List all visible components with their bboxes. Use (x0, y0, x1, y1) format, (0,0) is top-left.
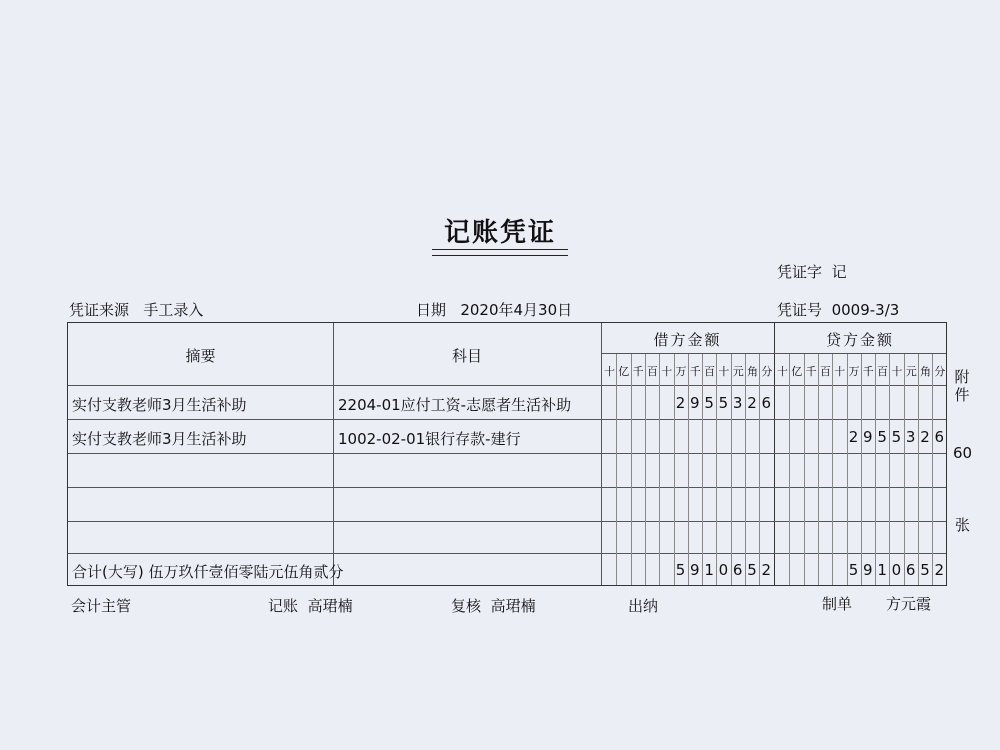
voucher-title: 记账凭证 (443, 218, 556, 248)
voucher-table (67, 322, 947, 586)
credit-digit-column-rule (918, 354, 919, 585)
debit-unit-header: 百 (704, 365, 715, 378)
total-debit-digit: 2 (761, 561, 772, 579)
credit-digit-column-rule (932, 354, 933, 585)
header-debit: 借方金额 (653, 331, 722, 349)
credit-unit-header: 十 (834, 365, 845, 378)
total-debit-digit: 9 (690, 561, 700, 579)
source-label: 凭证来源 (69, 301, 130, 319)
debit-unit-header: 十 (604, 365, 614, 378)
debit-digit-column-rule (731, 354, 732, 585)
debit-unit-header: 角 (747, 365, 757, 378)
total-credit-digit: 1 (877, 561, 887, 579)
total-debit-digit: 5 (747, 561, 757, 579)
attachment-count: 60 (953, 444, 973, 462)
cashier-label: 出纳 (628, 597, 659, 615)
debit-digit-column-rule (645, 354, 646, 585)
row-rule (68, 487, 946, 488)
credit-unit-header: 亿 (791, 365, 802, 378)
col-divider-credit (774, 323, 775, 585)
debit-digit: 5 (704, 394, 714, 412)
total-credit-digit: 5 (848, 561, 859, 579)
credit-digit-column-rule (818, 354, 819, 585)
debit-unit-header: 十 (661, 365, 672, 378)
credit-digit-column-rule (804, 354, 805, 585)
credit-digit: 2 (848, 428, 859, 446)
attachment-unit: 张 (955, 516, 971, 534)
header-summary: 摘要 (185, 347, 216, 365)
row-1-summary: 实付支教老师3月生活补助 (72, 396, 247, 414)
credit-unit-header: 元 (905, 365, 916, 378)
row-rule (68, 521, 946, 522)
credit-unit-header: 万 (848, 365, 859, 378)
debit-digit-column-rule (616, 354, 617, 585)
debit-digit: 5 (718, 394, 729, 412)
debit-digit-column-rule (631, 354, 632, 585)
voucher-no-label: 凭证号 (777, 301, 823, 319)
row-rule (68, 553, 946, 554)
credit-unit-header: 角 (920, 365, 930, 378)
row-2-account: 1002-02-01银行存款-建行 (338, 430, 521, 448)
row-rule (68, 453, 946, 454)
row-2-summary: 实付支教老师3月生活补助 (72, 430, 247, 448)
debit-digit: 9 (690, 394, 700, 412)
credit-digit-column-rule (889, 354, 890, 585)
bookkeeper-label: 记账 (268, 597, 299, 615)
credit-digit-column-rule (847, 354, 848, 585)
credit-unit-header: 十 (777, 365, 787, 378)
voucher-no-value: 0009-3/3 (831, 301, 900, 319)
date-value: 2020年4月30日 (460, 301, 573, 319)
bookkeeper-field (268, 595, 353, 616)
debit-digit-column-rule (659, 354, 660, 585)
debit-digit: 2 (675, 394, 686, 412)
debit-digit-column-rule (674, 354, 675, 585)
total-label: 合计(大写) (72, 563, 144, 581)
debit-digit-column-rule (716, 354, 717, 585)
voucher-type-label: 凭证字 (777, 263, 823, 281)
header-account: 科目 (451, 347, 482, 365)
date-field (416, 299, 572, 320)
reviewer-field (451, 595, 536, 616)
reviewer-label: 复核 (451, 597, 482, 615)
credit-digit-column-rule (904, 354, 905, 585)
attachment-label (952, 368, 972, 404)
credit-digit-column-rule (861, 354, 862, 585)
attachment-label-top: 附 (954, 368, 970, 386)
preparer-name: 方元霞 (886, 595, 932, 613)
bookkeeper-name: 高珺楠 (307, 597, 353, 615)
voucher-type-field (777, 261, 847, 282)
debit-unit-header: 十 (718, 365, 729, 378)
date-label: 日期 (416, 301, 447, 319)
total-credit-digit: 6 (905, 561, 916, 579)
header-credit: 贷方金额 (825, 331, 894, 349)
title-double-underline (432, 249, 568, 256)
credit-unit-header: 分 (934, 365, 945, 378)
debit-unit-header: 百 (646, 365, 657, 378)
debit-unit-header: 亿 (618, 365, 629, 378)
total-debit-digit: 5 (675, 561, 686, 579)
credit-digit: 9 (863, 428, 873, 446)
debit-digit-column-rule (702, 354, 703, 585)
credit-digit: 5 (891, 428, 902, 446)
credit-unit-header: 百 (819, 365, 830, 378)
credit-unit-header: 千 (805, 365, 816, 378)
source-field (69, 299, 203, 320)
total-credit-digit: 9 (863, 561, 873, 579)
debit-unit-header: 千 (689, 365, 700, 378)
total-credit-digit: 0 (891, 561, 902, 579)
debit-digit: 6 (761, 394, 772, 412)
credit-digit-column-rule (832, 354, 833, 585)
col-divider-debit (601, 323, 602, 585)
total-credit-digit: 2 (934, 561, 945, 579)
credit-digit-column-rule (875, 354, 876, 585)
amount-header-rule (601, 353, 946, 354)
debit-unit-header: 万 (675, 365, 686, 378)
credit-digit: 6 (934, 428, 945, 446)
debit-digit: 2 (747, 394, 757, 412)
row-1-account: 2204-01应付工资-志愿者生活补助 (338, 396, 572, 414)
credit-digit: 2 (920, 428, 930, 446)
voucher-type-value: 记 (831, 263, 847, 281)
credit-unit-header: 十 (891, 365, 902, 378)
total-debit-digit: 6 (732, 561, 743, 579)
credit-unit-header: 千 (862, 365, 873, 378)
credit-digit-column-rule (789, 354, 790, 585)
total-debit-digit: 0 (718, 561, 729, 579)
credit-unit-header: 百 (877, 365, 888, 378)
voucher-no-field (777, 299, 899, 320)
total-debit-digit: 1 (704, 561, 714, 579)
total-credit-digit: 5 (920, 561, 930, 579)
debit-unit-header: 分 (761, 365, 772, 378)
debit-unit-header: 元 (732, 365, 743, 378)
row-rule (68, 385, 946, 386)
total-field (72, 561, 344, 582)
total-amount-words: 伍万玖仟壹佰零陆元伍角贰分 (148, 563, 344, 581)
debit-digit: 3 (732, 394, 743, 412)
attachment-label-mid: 件 (954, 386, 970, 404)
source-value: 手工录入 (143, 301, 204, 319)
debit-unit-header: 千 (632, 365, 643, 378)
row-rule (68, 419, 946, 420)
debit-digit-column-rule (759, 354, 760, 585)
credit-digit: 3 (905, 428, 916, 446)
credit-digit: 5 (877, 428, 887, 446)
debit-digit-column-rule (745, 354, 746, 585)
preparer-label: 制单 (822, 595, 853, 613)
accounting-supervisor-label: 会计主管 (71, 597, 132, 615)
reviewer-name: 高珺楠 (490, 597, 536, 615)
debit-digit-column-rule (688, 354, 689, 585)
